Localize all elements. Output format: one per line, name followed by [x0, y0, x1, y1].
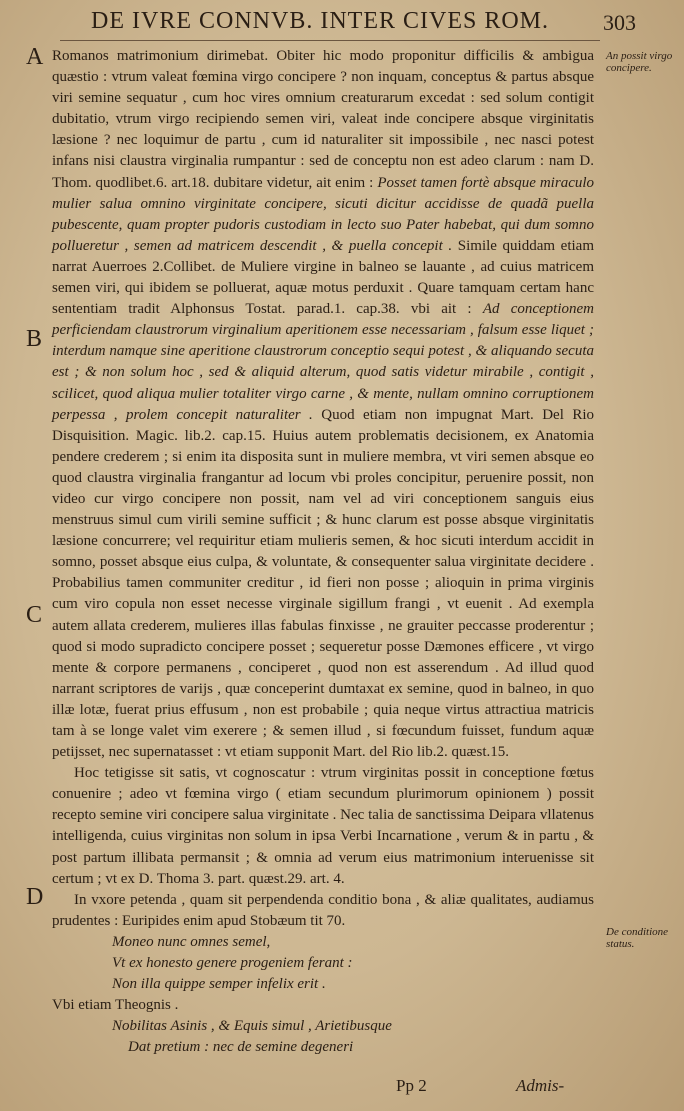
header-rule: [60, 40, 600, 41]
verse-line: Non illa quippe semper infelix erit .: [112, 976, 326, 993]
quotation-tostat: Ad conceptionem perficiendam claustrorum virginalium aperitionem esse necessariam , falsum esse liquet ; interdum namque sine aperitione claustrorum conceptio sequi potest , & aliquando secuta est ; & non solum hoc , sed & aliquid alterum, quod satis videtur mirabile , contigit , scilicet, quod aliqua mulier totaliter virgo carne , & mente, nullam omnino corruptionem perpessa , prolem concepit naturaliter .: [52, 301, 594, 423]
verse-theognis: [52, 1016, 594, 1058]
running-head: DE IVRE CONNVB. INTER CIVES ROM.: [91, 8, 549, 34]
text-segment: Vbi etiam Theognis .: [52, 997, 179, 1014]
paragraph-vxore: [52, 890, 594, 932]
verse-euripides: [52, 932, 594, 995]
quotation-thomas: Posset tamen fortè absque miraculo mulier salua omnino virginitate concipere, sicuti dicitur accidisse de quadã puella pubescente, quam propter pudoris custodiam in lecto suo Pater habebat, qui dum somno pollueretur , semen ad matricem descendit , & puella concepit .: [52, 174, 595, 254]
side-note-virgo: An possit virgo concipere.: [606, 50, 673, 74]
text-segment: Hoc tetigisse sit satis, vt cognoscatur : vtrum virginitas possit in conceptione fœtus conuenire ; adeo vt fœmina virgo ( etiam secundum plurimorum opinionem ) possit recepto semine viri concipere salua virginitate . Nec talia de sanctissima Deipara vllatenus intelligenda, cuius virginitas non solum in ipsa Verbi Incarnatione , verum & in partu , & post partum illibata permansit ; & omnia ad verum eius matrimonium interuenisse sit certum ; vt ex D. Thoma 3. part. quæst.29. art. 4.: [52, 765, 594, 887]
text-segment: In vxore petenda , quam sit perpendenda conditio bona , & aliæ qualitates, audiamus prudentes : Euripides enim apud Stobæum tit 70.: [52, 891, 594, 929]
margin-letter-d: D: [26, 884, 44, 910]
margin-letter-a: A: [26, 44, 44, 70]
verse-line: Dat pretium : nec de semine degeneri: [128, 1039, 354, 1056]
paragraph-theognis: [52, 995, 594, 1016]
signature-mark: Pp 2: [396, 1076, 427, 1095]
verse-line: Vt ex honesto genere progeniem ferant :: [112, 955, 353, 972]
margin-letter-c: C: [26, 602, 43, 628]
page-number: 303: [603, 10, 636, 35]
text-segment: Simile quiddam etiam narrat Auerroes 2.Collibet. de Muliere virgine in balneo se lauante , ad cuius matricem semen viri, qui ibidem se polluerat, aquæ motus perduxit . Quare tamquam certam hanc sententiam tradit Alphonsus Tostat. parad.1. cap.38. vbi ait :: [52, 237, 594, 318]
side-note-conditione: De conditione status.: [606, 926, 669, 950]
catchword: Admis-: [516, 1076, 565, 1095]
text-segment: Romanos matrimonium dirimebat. Obiter hic modo proponitur difficilis & ambigua quæstio : vtrum valeat fœmina virgo concipere ? non inquam, conceptus & partus absque viri semine sequatur , cum hoc vires omnium creaturarum excedat : sed solum contigit dubitatio, vtrum virgo recipiendo semen viri, valeat inde concipere absque virginitatis læsione ? nec loquimur de partu , cum id naturaliter sit impossibile , nec nasci potest infans nisi claustra virginalia rumpantur : sed de conceptu non est adeo clarum : nam D. Thom. quodlibet.6. art.18. dubitare videtur, ait enim :: [52, 48, 594, 191]
verse-line: Moneo nunc omnes semel,: [112, 933, 271, 950]
paragraph-quaestio: [52, 46, 594, 763]
text-segment: Quod etiam non impugnat Mart. Del Rio Disquisition. Magic. lib.2. cap.15. Huius autem problematis decisionem, ex Anatomia pendere crederem ; si enim ita disposita sunt in muliere membra, vt viri semen absque eo quod claustra virginalia frangantur ad locum vbi proles concipitur, peruenire possit, non video cur virgo concipere non possit, nam vel ad viri conceptionem sanguis eius menstruus simul cum virili semine sufficit ; & hunc clarum est posse absque virginitatis læsione concurrere; vel requiritur etiam mulieris semen, & hoc sicuti interdum accidit in somno, posset absque eius culpa, & voluntate, & consequenter salua virginitate decidere . Probabilius tamen communiter creditur , id fieri non posse ; alioquin in prima virginis cum viro copula non esset necesse virginale sigillum frangi , vt euenit . Ad exempla autem allata crederem, mulieres illas fabulas finxisse , ne grauiter peccasse proderentur ; quod si modo supradicto concipere posset ; sequeretur posse Dæmones efficere , vt virgo mente & corpore permanens , conciperet , quod non est asserendum . Ad illud quod narrant scriptores de varijs , quæ conceperint dumtaxat ex semine, quod in balneo, in quo illæ lotæ, fuerat prius effusum , non est probabile ; quia neque virtus attractiua matricis tam à se longe valet vim exerere ; & semen illud , si fœcundum fuisset, fundum aquæ petijsset, nec supernatasset : vt etiam supponit Mart. del Rio lib.2. quæst.15.: [52, 406, 594, 761]
paragraph-conclusion: [52, 763, 594, 890]
margin-letter-b: B: [26, 326, 43, 352]
page-footer: [0, 1076, 684, 1100]
body-text: [52, 46, 594, 1059]
verse-line: Nobilitas Asinis , & Equis simul , Arietibusque: [112, 1018, 392, 1035]
